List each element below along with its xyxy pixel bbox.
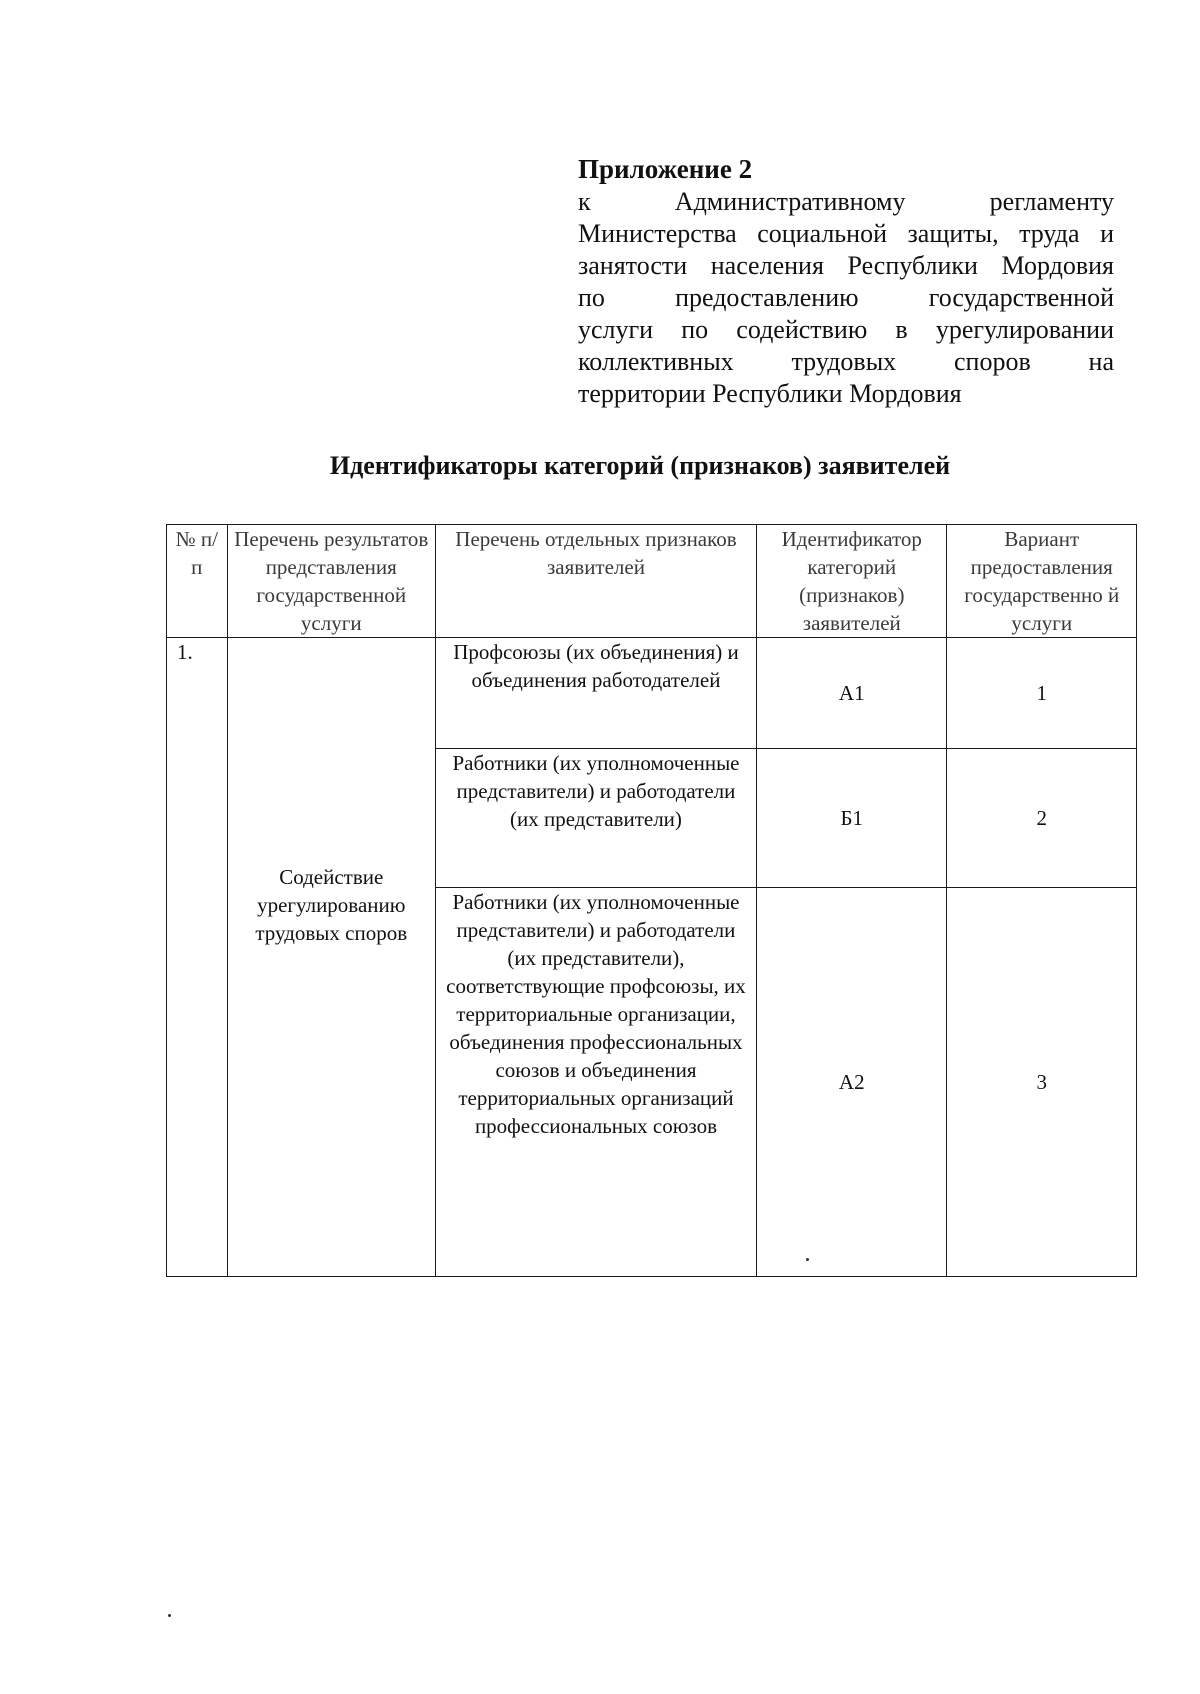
identifier-cell: Б1 bbox=[757, 749, 947, 888]
features-cell: Профсоюзы (их объединения) и объединения работодателей bbox=[435, 638, 756, 749]
document-title: Идентификаторы категорий (признаков) заявителей bbox=[329, 451, 951, 480]
appendix-line: к Административному регламенту bbox=[578, 187, 1114, 216]
variant-cell: 2 bbox=[947, 749, 1137, 888]
row-number-cell: 1. bbox=[167, 638, 228, 1277]
header-features: Перечень отдельных признаков заявителей bbox=[435, 525, 756, 638]
identifier-cell: А1 bbox=[757, 638, 947, 749]
identifier-cell: А2 bbox=[757, 888, 947, 1277]
table-row bbox=[167, 638, 1137, 749]
identifiers-table bbox=[166, 524, 1137, 1277]
appendix-line: Министерства социальной защиты, труда и bbox=[578, 219, 1114, 248]
appendix-block bbox=[578, 152, 1114, 410]
header-variant: Вариант предоставления государственно й услуги bbox=[947, 525, 1137, 638]
scan-speck bbox=[168, 1614, 171, 1617]
variant-cell: 3 bbox=[947, 888, 1137, 1277]
features-cell: Работники (их уполномоченные представители) и работодатели (их представители), соответствующие профсоюзы, их территориальные организации, объединения профессиональных союзов и объединения территориальных организаций профессиональных союзов bbox=[435, 888, 756, 1277]
appendix-line: услуги по содействию в урегулировании bbox=[578, 315, 1114, 344]
appendix-body bbox=[578, 186, 1114, 410]
appendix-line: занятости населения Республики Мордовия bbox=[578, 251, 1114, 280]
table-header-row bbox=[167, 525, 1137, 638]
scan-speck bbox=[806, 1258, 809, 1261]
header-results: Перечень результатов представления государственной услуги bbox=[227, 525, 435, 638]
header-identifier: Идентификатор категорий (признаков) заявителей bbox=[757, 525, 947, 638]
appendix-title: Приложение 2 bbox=[578, 154, 753, 184]
appendix-line: по предоставлению государственной bbox=[578, 283, 1114, 312]
header-num: № п/п bbox=[167, 525, 228, 638]
variant-cell: 1 bbox=[947, 638, 1137, 749]
features-cell: Работники (их уполномоченные представители) и работодатели (их представители) bbox=[435, 749, 756, 888]
appendix-line: территории Республики Мордовия bbox=[578, 379, 962, 408]
result-cell bbox=[227, 638, 435, 1277]
appendix-line: коллективных трудовых споров на bbox=[578, 347, 1114, 376]
result-text: Содействие урегулированию трудовых споров bbox=[255, 865, 408, 945]
